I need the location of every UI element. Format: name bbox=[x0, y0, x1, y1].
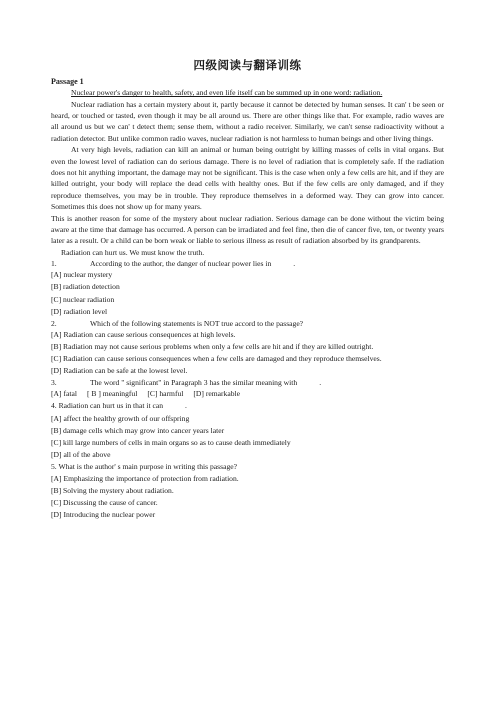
question-number: 2. bbox=[51, 318, 57, 328]
question-stem: Which of the following statements is NOT true accord to the passage? bbox=[90, 318, 304, 328]
paragraph-3: At very high levels, radiation can kill an animal or human being outright by killing masses of cells in vital organs. But even the lowest level of radiation can do serious damage. There is no level of radiation that is completely safe. If the radiation does not hit anything important, the damage may not be significant. This is the case when only a few cells are hit, and if they are killed outright, your body will replace the dead cells with healthy ones. But if the few cells are only damaged, and if they reproduce themselves, you may be in trouble. They reproduce themselves in a deformed way. They can grow into cancer. Sometimes this does not show up for many years. bbox=[51, 145, 444, 212]
paragraph-1: Nuclear power's danger to health, safety, and even life itself can be summed up in one word: radiation. bbox=[71, 88, 383, 98]
question-stem-end: . bbox=[185, 401, 187, 411]
option: [C] kill large numbers of cells in main organs so as to cause death immediately bbox=[51, 437, 291, 447]
paragraph-2: Nuclear radiation has a certain mystery about it, partly because it cannot be detected by human senses. It can' t be seen or heard, or touched or tasted, even though it may be all around us. There are other things like that. For example, radio waves are all around us but we can' t detect them; sense them, without a radio receiver. Similarly, we can't sense radioactivity without a radiation detector. But unlike common radio waves, nuclear radiation is not harmless to human beings and other living things. bbox=[51, 99, 444, 143]
option: [D] radiation level bbox=[51, 306, 108, 316]
option: [D] all of the above bbox=[51, 449, 111, 459]
question-stem: According to the author, the danger of nuclear power lies in bbox=[90, 259, 272, 269]
option: [D] remarkable bbox=[193, 389, 240, 399]
question-4 bbox=[51, 400, 444, 412]
option: [B] Solving the mystery about radiation. bbox=[51, 486, 174, 496]
option: [C] nuclear radiation bbox=[51, 294, 115, 304]
option: [C] Radiation can cause serious consequences when a few cells are damaged and they reproduce themselves. bbox=[51, 354, 382, 364]
question-stem: What is the author' s main purpose in writing this passage? bbox=[58, 461, 237, 471]
option: [B] Radiation may not cause serious problems when only a few cells are hit and if they are killed outright. bbox=[51, 341, 374, 351]
option: [A] affect the healthy growth of our offspring bbox=[51, 413, 190, 423]
question-stem: Radiation can hurt us in that it can bbox=[58, 401, 163, 411]
option: [A] Emphasizing the importance of protection from radiation. bbox=[51, 473, 239, 483]
question-1 bbox=[51, 258, 444, 269]
option: [A] fatal bbox=[51, 389, 77, 399]
option: [D] Introducing the nuclear power bbox=[51, 510, 156, 520]
option: [D] Radiation can be safe at the lowest level. bbox=[51, 366, 188, 376]
question-stem: The word " significant" in Paragraph 3 has the similar meaning with bbox=[90, 378, 298, 388]
question-5 bbox=[51, 461, 444, 473]
question-stem-end: . bbox=[319, 378, 322, 388]
question-number: 1. bbox=[51, 259, 57, 269]
question-stem-end: . bbox=[293, 259, 296, 269]
option: [C] Discussing the cause of cancer. bbox=[51, 498, 158, 508]
option: [B] damage cells which may grow into cancer years later bbox=[51, 425, 225, 435]
passage-label: Passage 1 bbox=[51, 77, 84, 86]
question-2 bbox=[51, 318, 444, 329]
option: [A] Radiation can cause serious consequences at high levels. bbox=[51, 329, 236, 339]
option: [ B ] meaningful bbox=[86, 389, 138, 399]
option: [A] nuclear mystery bbox=[51, 270, 113, 280]
document-title: 四级阅读与翻译训练 bbox=[193, 58, 302, 72]
question-3 bbox=[51, 377, 444, 388]
paragraph-5: Radiation can hurt us. We must know the truth. bbox=[61, 247, 205, 257]
question-number: 3. bbox=[51, 378, 57, 388]
paragraph-4: This is another reason for some of the mystery about nuclear radiation. Serious damage can be done without the victim being aware at the time that damage has occurred. A person can be irradiated and feel fine, then die of cancer five, ten, or twenty years later as a result. Or a child can be born weak or liable to serious illness as result of radiation absorbed by its grandparents. bbox=[51, 213, 444, 246]
option: [C] harmful bbox=[147, 389, 184, 399]
question-number: 5. bbox=[51, 461, 57, 471]
inline-options bbox=[51, 388, 444, 400]
question-number: 4. bbox=[51, 401, 57, 411]
option: [B] radiation detection bbox=[51, 282, 120, 292]
